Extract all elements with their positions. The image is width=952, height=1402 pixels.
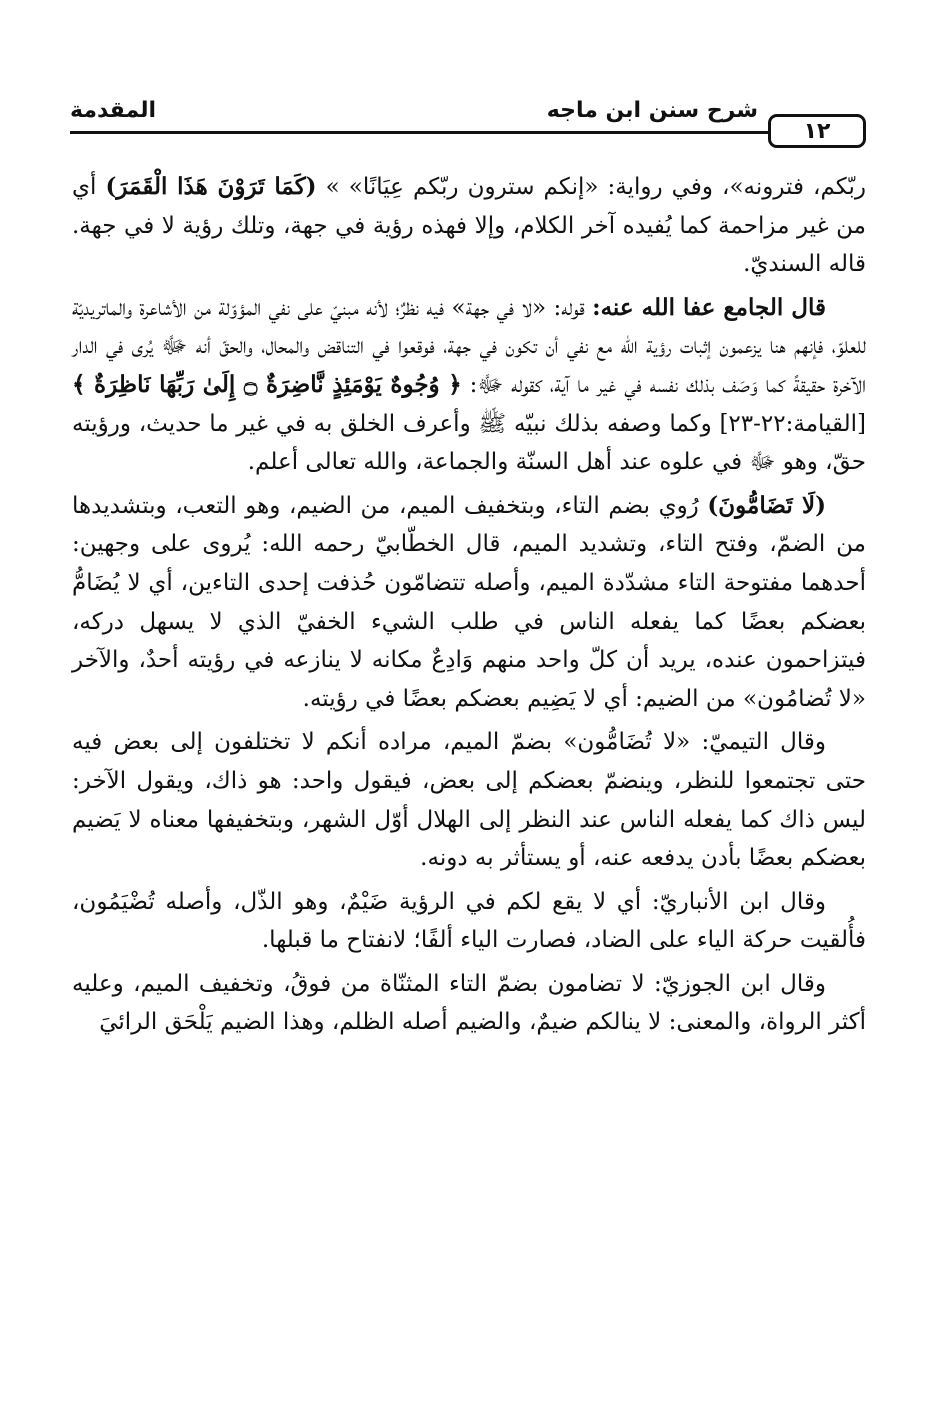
text-run: وقال ابن الأنباريّ: أي لا يقع لكم في الرؤية ضَيْمٌ، وهو الذّل، وأصله تُضْيَمُون، فأُلقيت حركة الياء على الضاد، فصارت الياء ألفًا؛ لانفتاح ما قبلها. bbox=[72, 888, 866, 954]
text-run: رُوي بضم التاء، وبتخفيف الميم، من الضيم، وهو التعب، وبتشديدها من الضمّ، وفتح التاء، وتشديد الميم، قال الخطّابيّ رحمه الله: يُروى على وجهين: أحدهما مفتوحة التاء مشدّدة الميم، وأصله تتضامّون حُذفت إحدى التاءين، أي لا يُضَامُّ بعضكم بعضًا كما يفعله الناس في طلب الشيء الخفيّ الذي لا يسهل دركه، فيتزاحمون عنده، يريد أن كلّ واحد منهم وَادِعٌ مكانه لا ينازعه في رؤيته أحدٌ، والآخر «لا تُضامُون» من الضيم: أي لا يَضِيم بعضكم بعضًا في رؤيته. bbox=[72, 492, 866, 712]
text-run: ربّكم، فترونه»، وفي رواية: «إنكم سترون ربّكم عِيَانًا» » bbox=[316, 174, 866, 200]
bold-text-run: (لَا تَضَامُّونَ) bbox=[707, 491, 826, 519]
paragraph bbox=[72, 723, 866, 877]
text-run: قوله: «لا في جهة» فيه نظرٌ؛ لأنه مبنيّ على نفي المؤوّلة من الأشاعرة والماتريديّة للعلوّ، فإنهم هنا يزعمون إثبات رؤية الله مع نفي أن تكون في جهة، فوقعوا في التناقض والمحال، والحقّ أنه ﷻ يُرى في الدار الآخرة حقيقةً كما وَصَف بذلك نفسه في غير ما آية، كقوله ﷻ: bbox=[72, 294, 867, 398]
paragraph bbox=[72, 487, 866, 719]
page-number-box bbox=[768, 114, 866, 148]
text-run: وقال ابن الجوزيّ: لا تضامون بضمّ التاء المثنّاة من فوقُ، وتخفيف الميم، وعليه أكثر الرواة، والمعنى: لا ينالكم ضيمٌ، والضيم أصله الظلم، وهذا الضيم يَلْحَق الرائيَ bbox=[72, 970, 866, 1036]
paragraph bbox=[72, 883, 866, 960]
bold-text-run: ﴿ وُجُوهٌ يَوْمَئِذٍ نَّاضِرَةٌ ۝ إِلَىٰ رَبِّهَا نَاظِرَةٌ ﴾ bbox=[72, 370, 462, 398]
text-run: أي من غير مزاحمة كما يُفيده آخر الكلام، وإلا فهذه رؤية في جهة، وتلك رؤية لا في جهة. قاله السنديّ. bbox=[72, 174, 866, 278]
body-text bbox=[72, 168, 866, 1047]
section-title: المقدمة bbox=[70, 98, 157, 123]
book-title: شرح سنن ابن ماجه bbox=[546, 98, 758, 123]
paragraph bbox=[72, 168, 866, 284]
paragraph bbox=[72, 965, 866, 1042]
paragraph bbox=[72, 289, 866, 482]
bold-text-run: قال الجامع عفا الله عنه: bbox=[592, 293, 826, 321]
bold-text-run: (كَمَا تَرَوْنَ هَذَا الْقَمَرَ) bbox=[105, 173, 317, 200]
header-rule bbox=[70, 131, 770, 134]
text-run: [القيامة:٢٢-٢٣] وكما وصفه بذلك نبيّه ﷺ وأعرف الخلق به في غير ما حديث، ورؤيته حقّ، وهو ﷻ في علوه عند أهل السنّة والجماعة، والله تعالى أعلم. bbox=[72, 410, 866, 476]
page-header bbox=[70, 98, 866, 158]
text-run: وقال التيميّ: «لا تُضَامُّون» بضمّ الميم، مراده أنكم لا تختلفون إلى بعض فيه حتى تجتمعوا للنظر، وينضمّ بعضكم إلى بعض، فيقول واحد: هو ذاك، ويقول الآخر: ليس ذاك كما يفعله الناس عند النظر إلى الهلال أوّل الشهر، وبتخفيفها معناه لا يَضيم بعضكم بعضًا بأدن يدفعه عنه، أو يستأثر به دونه. bbox=[72, 729, 866, 872]
page-number: ١٢ bbox=[803, 118, 831, 144]
